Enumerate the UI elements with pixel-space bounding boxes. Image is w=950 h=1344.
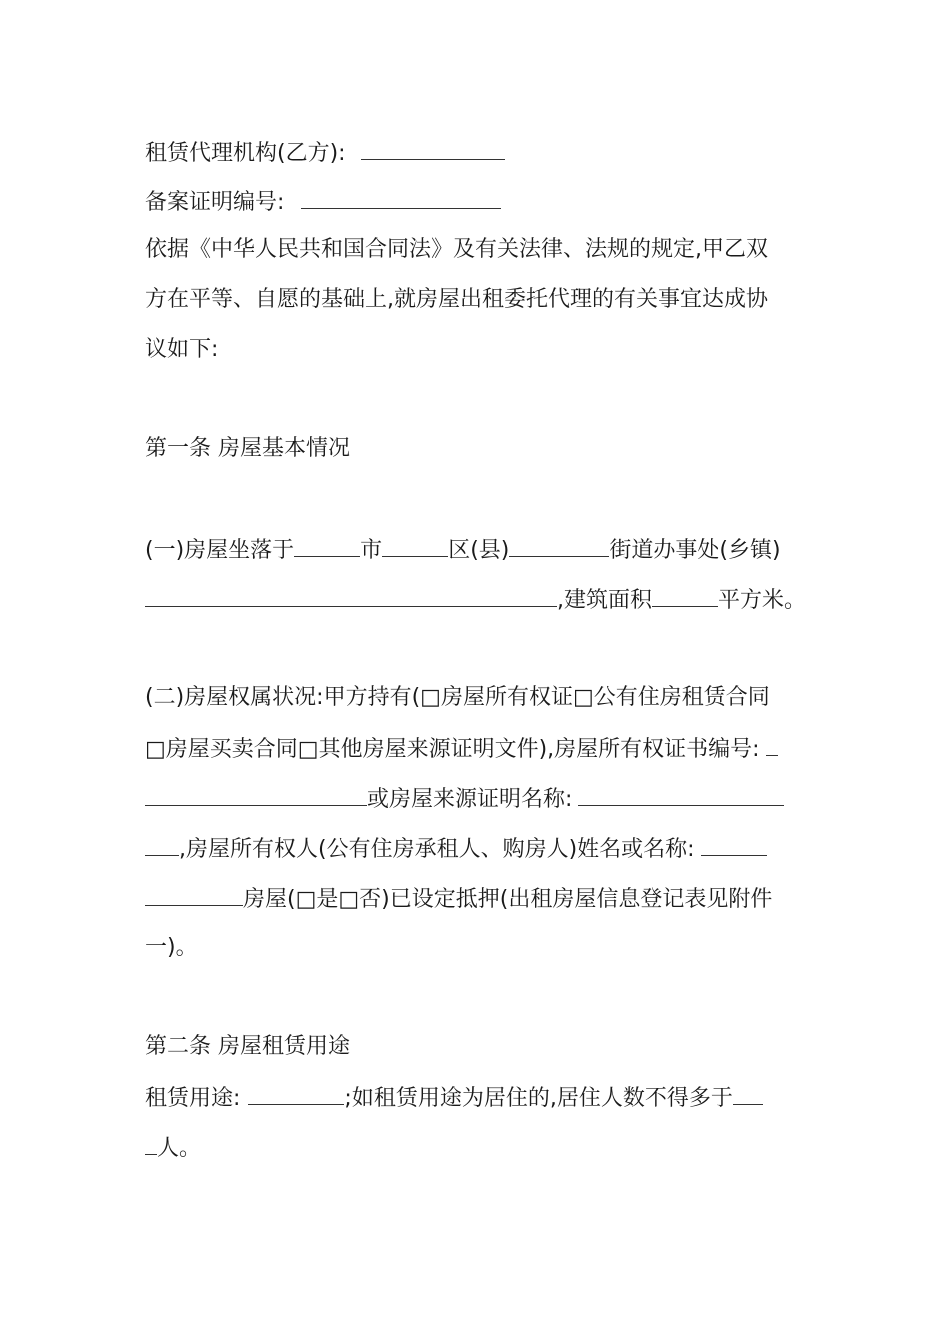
intro-line-1: 依据《中华人民共和国合同法》及有关法律、法规的规定,甲乙双 [145, 237, 768, 262]
a1-p2-text-3: 或房屋来源证明名称: [367, 787, 573, 812]
city-blank[interactable] [294, 534, 360, 557]
a1-p1-text-1: (一)房屋坐落于 [145, 538, 295, 563]
a1-p2-text-4: ,房屋所有权人(公有住房承租人、购房人)姓名或名称: [179, 837, 695, 862]
a1-p1-line-1 [145, 534, 781, 566]
a2-line-2 [145, 1132, 201, 1164]
record-blank[interactable] [301, 186, 501, 209]
cert-no-blank-start[interactable] [766, 733, 778, 756]
a1-p2-line-5 [145, 883, 772, 915]
a1-p1-text-6: 平方米。 [718, 588, 807, 613]
a1-p1-line-2 [145, 584, 806, 616]
district-blank[interactable] [382, 534, 448, 557]
record-line [145, 186, 501, 218]
record-label: 备案证明编号: [145, 190, 285, 215]
owner-blank-end[interactable] [145, 883, 243, 906]
source-name-blank[interactable] [578, 783, 784, 806]
article-1-title: 第一条 房屋基本情况 [145, 436, 350, 461]
occupants-blank[interactable] [733, 1082, 763, 1105]
agent-blank[interactable] [361, 137, 505, 160]
street-blank[interactable] [509, 534, 609, 557]
source-name-blank-end[interactable] [145, 833, 179, 856]
owner-blank[interactable] [701, 833, 767, 856]
a2-text-2: ;如租赁用途为居住的,居住人数不得多于 [344, 1086, 733, 1111]
a1-p2-line-6: 一)。 [145, 935, 198, 960]
a1-p2-text-5: 房屋(□是□否)已设定抵押(出租房屋信息登记表见附件 [243, 887, 773, 912]
a1-p1-text-2: 市 [360, 538, 383, 563]
a1-p1-text-5: ,建筑面积 [557, 588, 652, 613]
intro-line-2: 方在平等、自愿的基础上,就房屋出租委托代理的有关事宜达成协 [145, 287, 768, 312]
area-blank[interactable] [652, 584, 718, 607]
agent-line [145, 137, 505, 169]
a1-p2-line-2 [145, 733, 778, 765]
a1-p2-line-4 [145, 833, 767, 865]
a2-text-1: 租赁用途: [145, 1086, 241, 1111]
a1-p2-line-1: (二)房屋权属状况:甲方持有(□房屋所有权证□公有住房租赁合同 [145, 685, 770, 710]
a2-line-1 [145, 1082, 763, 1114]
agent-label: 租赁代理机构(乙方): [145, 141, 346, 166]
a1-p1-text-3: 区(县) [448, 538, 510, 563]
a1-p2-line-3 [145, 783, 784, 815]
a2-text-3: 人。 [157, 1136, 202, 1161]
occupants-blank-end[interactable] [145, 1132, 157, 1155]
address-blank[interactable] [145, 584, 557, 607]
a1-p2-text-2: □房屋买卖合同□其他房屋来源证明文件),房屋所有权证书编号: [145, 737, 760, 762]
a1-p1-text-4: 街道办事处(乡镇) [609, 538, 781, 563]
cert-no-blank[interactable] [145, 783, 367, 806]
article-2-title: 第二条 房屋租赁用途 [145, 1034, 350, 1059]
intro-line-3: 议如下: [145, 337, 219, 362]
usage-blank[interactable] [248, 1082, 344, 1105]
